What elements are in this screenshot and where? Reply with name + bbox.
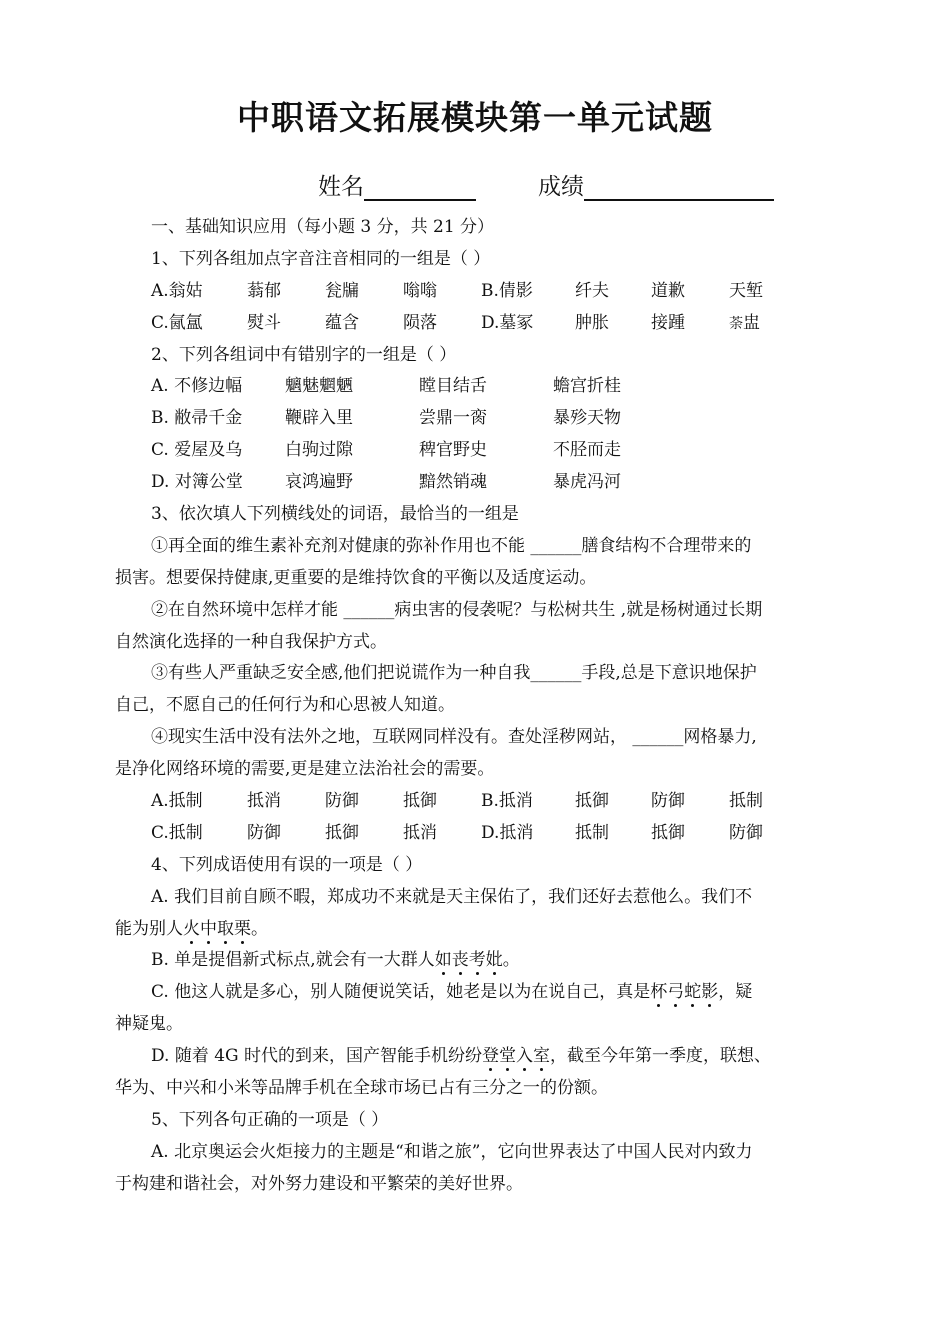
option-text: 防御 bbox=[247, 822, 281, 843]
paragraph-line: A. 我们目前自顾不暇，郑成功不来就是天主保佑了，我们还好去惹他么。我们不 bbox=[151, 886, 753, 907]
option-text: 抵消 bbox=[403, 822, 437, 843]
paragraph-line: 神疑鬼。 bbox=[115, 1014, 183, 1035]
option-text bbox=[729, 308, 760, 341]
question-2-stem: 2、下列各组词中有错别字的一组是（ ） bbox=[151, 344, 457, 365]
option-text: D.墓冢 bbox=[481, 312, 534, 333]
option-text: C.氤氲 bbox=[151, 312, 203, 333]
text-run: 。 bbox=[502, 950, 520, 971]
text-run: B. 单是提倡新式标点,就会有一大群人 bbox=[151, 950, 435, 971]
dotted-char: 室 bbox=[533, 1041, 550, 1073]
paragraph-line: A. 北京奥运会火炬接力的主题是“和谐之旅”，它向世界表达了中国人民对内致力 bbox=[151, 1141, 753, 1162]
dotted-idiom bbox=[650, 982, 718, 1002]
dotted-char: 取 bbox=[217, 914, 234, 946]
dotted-char: 影 bbox=[701, 977, 718, 1009]
option-text: B. 敝帚千金 bbox=[151, 408, 243, 429]
option-text: B.抵消 bbox=[481, 791, 533, 812]
question-3-options-a bbox=[115, 786, 837, 818]
dotted-char: 妣 bbox=[486, 945, 503, 977]
option-text: 黯然销魂 bbox=[419, 472, 487, 493]
paragraph-line bbox=[115, 977, 837, 1009]
option-text: 暴虎冯河 bbox=[553, 472, 621, 493]
option-text: C. 爱屋及乌 bbox=[151, 440, 243, 461]
option-text: 肿胀 bbox=[575, 312, 609, 333]
option-text: 蕴含 bbox=[325, 312, 359, 333]
option-text: 抵制 bbox=[729, 791, 763, 812]
option-text: 嗡嗡 bbox=[403, 280, 437, 301]
dotted-char: 堂 bbox=[499, 1041, 516, 1073]
option-text: 抵御 bbox=[325, 822, 359, 843]
option-text: 纤夫 bbox=[575, 280, 609, 301]
dotted-char: 杯 bbox=[650, 977, 667, 1009]
dotted-idiom bbox=[183, 919, 251, 939]
question-1-row-a bbox=[115, 276, 837, 308]
dotted-char: 入 bbox=[516, 1041, 533, 1073]
text-run: 。 bbox=[251, 918, 268, 939]
dotted-char: 蛇 bbox=[684, 977, 701, 1009]
dotted-char: 丧 bbox=[452, 945, 469, 977]
option-text: 暴殄天物 bbox=[553, 408, 621, 429]
question-2-row bbox=[115, 467, 837, 499]
paragraph-line: 华为、中兴和小米等品牌手机在全球市场已占有三分之一的份额。 bbox=[115, 1078, 608, 1099]
option-text: 防御 bbox=[729, 822, 763, 843]
option-text: A.抵制 bbox=[151, 791, 203, 812]
option-text: D.抵消 bbox=[481, 822, 534, 843]
option-text: C.抵制 bbox=[151, 822, 203, 843]
option-char-small: 荼 bbox=[729, 315, 743, 332]
option-text: 魑魅魍魉 bbox=[285, 376, 353, 397]
option-text: 蟾宫折桂 bbox=[553, 376, 621, 397]
question-2-row bbox=[115, 371, 837, 403]
paragraph-line: ③有些人严重缺乏安全感,他们把说谎作为一种自我______手段,总是下意识地保护 bbox=[151, 663, 757, 684]
paragraph-line: 自然演化选择的一种自我保护方式。 bbox=[115, 631, 387, 652]
question-1-stem: 1、下列各组加点字音注音相同的一组是（ ） bbox=[151, 248, 491, 269]
option-text: 抵御 bbox=[575, 791, 609, 812]
option-text: 陨落 bbox=[403, 312, 437, 333]
text-run: C. 他这人就是多心，别人随便说笑话，她老是以为在说自己，真是 bbox=[151, 982, 651, 1003]
paragraph-line: 是净化网络环境的需要,更是建立法治社会的需要。 bbox=[115, 759, 495, 780]
name-blank[interactable] bbox=[364, 169, 476, 201]
paragraph-line: ①再全面的维生素补充剂对健康的弥补作用也不能 ______膳食结构不合理带来的 bbox=[151, 535, 752, 556]
dotted-char: 登 bbox=[482, 1041, 499, 1073]
text-run: 能为别人 bbox=[115, 918, 183, 939]
option-text: 抵御 bbox=[651, 822, 685, 843]
option-text: D. 对簿公堂 bbox=[151, 472, 243, 493]
question-4-stem: 4、下列成语使用有误的一项是（ ） bbox=[151, 854, 423, 875]
paragraph-line bbox=[115, 1041, 837, 1073]
option-text: 熨斗 bbox=[247, 312, 281, 333]
dotted-char: 弓 bbox=[667, 977, 684, 1009]
section-heading: 一、基础知识应用（每小题 3 分，共 21 分） bbox=[151, 217, 495, 237]
paragraph-line: 损害。想要保持健康,更重要的是维持饮食的平衡以及适度运动。 bbox=[115, 567, 597, 588]
option-char: 盅 bbox=[743, 312, 760, 333]
question-2-row bbox=[115, 403, 837, 435]
paragraph-line bbox=[115, 945, 837, 977]
option-text: 防御 bbox=[325, 791, 359, 812]
option-text: 抵制 bbox=[575, 822, 609, 843]
paragraph-line: ④现实生活中没有法外之地，互联网同样没有。查处淫秽网站， ______网格暴力, bbox=[151, 727, 757, 748]
paragraph-line: 自己，不愿自己的任何行为和心思被人知道。 bbox=[115, 695, 455, 716]
text-run: ，疑 bbox=[718, 982, 753, 1003]
option-text: 接踵 bbox=[651, 312, 685, 333]
option-text: 瓮牖 bbox=[325, 280, 359, 301]
question-2-row bbox=[115, 435, 837, 467]
exam-title: 中职语文拓展模块第一单元试题 bbox=[237, 98, 713, 137]
option-text: 不胫而走 bbox=[553, 440, 621, 461]
option-text: 鞭辟入里 bbox=[285, 408, 353, 429]
option-text: 防御 bbox=[651, 791, 685, 812]
question-3-stem: 3、依次填人下列横线处的词语，最恰当的一组是 bbox=[151, 504, 519, 525]
option-text: 天堑 bbox=[729, 280, 763, 301]
option-text: 稗官野史 bbox=[419, 440, 487, 461]
dotted-char: 考 bbox=[469, 945, 486, 977]
option-text: 白驹过隙 bbox=[285, 440, 353, 461]
dotted-char: 栗 bbox=[234, 914, 251, 946]
text-run: ，截至今年第一季度，联想、 bbox=[550, 1046, 772, 1067]
option-text: 抵御 bbox=[403, 791, 437, 812]
option-text: B.倩影 bbox=[481, 280, 533, 301]
text-run: D. 随着 4G 时代的到来，国产智能手机纷纷 bbox=[151, 1046, 483, 1067]
exam-body bbox=[115, 212, 837, 1201]
option-text: 哀鸿遍野 bbox=[285, 472, 353, 493]
dotted-idiom bbox=[482, 1046, 550, 1066]
option-text: 道歉 bbox=[651, 280, 685, 301]
option-text: A. 不修边幅 bbox=[151, 376, 243, 397]
score-label: 成绩 bbox=[538, 174, 584, 200]
dotted-char: 中 bbox=[200, 914, 217, 946]
option-text: 蓊郁 bbox=[247, 280, 281, 301]
option-letter: A.翁姑 bbox=[151, 280, 203, 301]
dotted-char: 火 bbox=[183, 914, 200, 946]
name-label: 姓名 bbox=[318, 174, 364, 200]
dotted-char: 如 bbox=[435, 945, 452, 977]
paragraph-line: 于构建和谐社会，对外努力建设和平繁荣的美好世界。 bbox=[115, 1173, 523, 1194]
name-score-line bbox=[318, 168, 774, 201]
paragraph-line: ②在自然环境中怎样才能 ______病虫害的侵袭呢？与松树共生 ,就是杨树通过长期 bbox=[151, 599, 763, 620]
dotted-idiom bbox=[435, 950, 503, 970]
option-text: 瞠目结舌 bbox=[419, 376, 487, 397]
question-5-stem: 5、下列各句正确的一项是（ ） bbox=[151, 1109, 389, 1130]
paragraph-line bbox=[115, 914, 837, 946]
score-blank[interactable] bbox=[584, 169, 774, 201]
question-1-row-c bbox=[115, 308, 837, 340]
question-3-options-c bbox=[115, 818, 837, 850]
option-text: 抵消 bbox=[247, 791, 281, 812]
option-text bbox=[151, 276, 247, 308]
option-text: 尝鼎一脔 bbox=[419, 408, 487, 429]
